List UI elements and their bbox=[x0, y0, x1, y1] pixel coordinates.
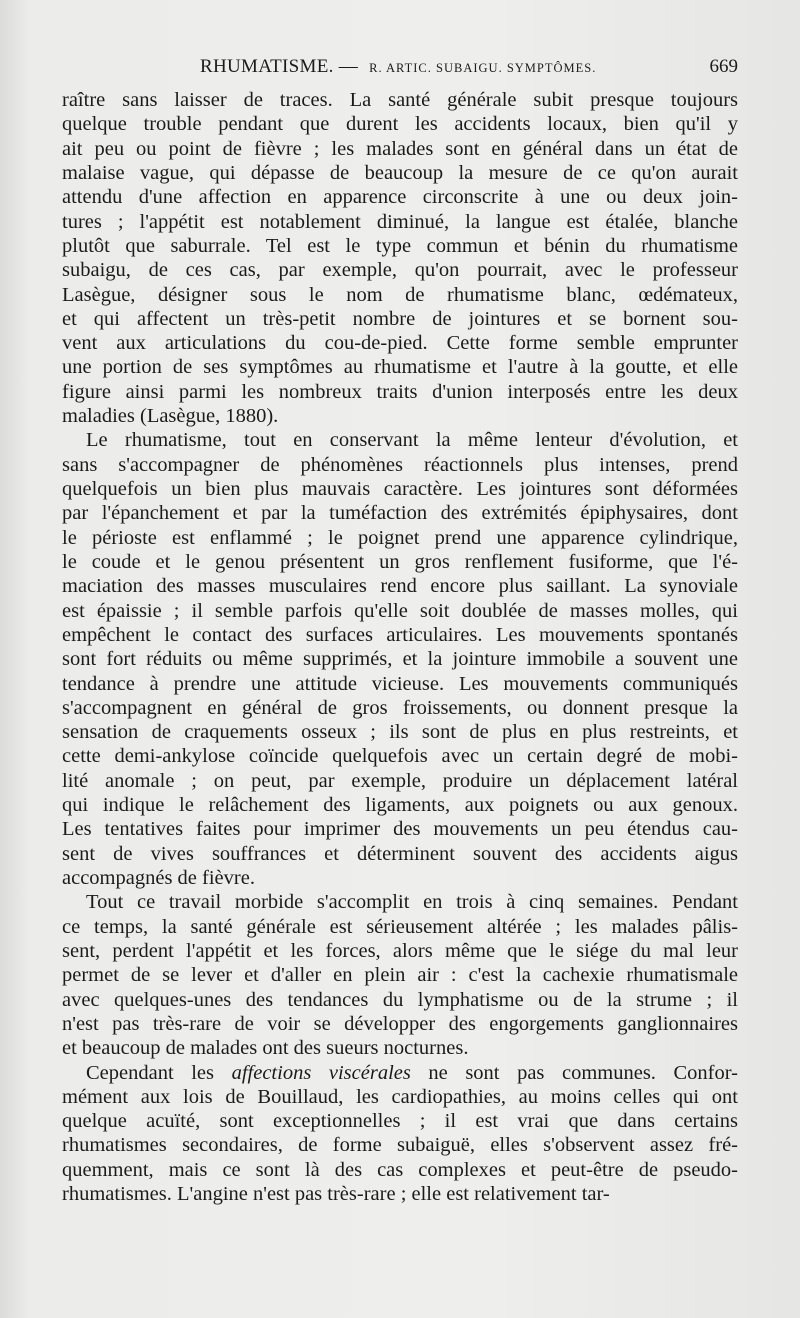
text-line: figure ainsi parmi les nombreux traits d'union interposés entre les deux bbox=[62, 380, 738, 403]
italic-phrase: affections viscérales bbox=[231, 1061, 411, 1084]
text-line: cette demi-ankylose coïncide quelquefois avec un certain degré de mobi- bbox=[62, 745, 738, 768]
text-line: sent de vives souffrances et déterminent souvent des accidents aigus bbox=[62, 842, 738, 865]
text-line: est épaissie ; il semble parfois qu'elle soit doublée de masses molles, qui bbox=[62, 599, 738, 622]
text-line: subaigu, de ces cas, par exemple, qu'on pourrait, avec le professeur bbox=[62, 259, 738, 282]
text-line: empêchent le contact des surfaces articulaires. Les mouvements spontanés bbox=[62, 623, 738, 646]
text-line: permet de se lever et d'aller en plein air : c'est la cachexie rhumatismale bbox=[62, 964, 738, 987]
text-line: Lasègue, désigner sous le nom de rhumatisme blanc, œdémateux, bbox=[62, 283, 738, 306]
text-line: lité anomale ; on peut, par exemple, produire un déplacement latéral bbox=[62, 769, 738, 792]
text-line: sent, perdent l'appétit et les forces, alors même que le siége du mal leur bbox=[62, 939, 738, 962]
text-line: n'est pas très-rare de voir se développer des engorgements ganglionnaires bbox=[62, 1012, 738, 1035]
title-dash: — bbox=[338, 56, 359, 77]
text-line: Les tentatives faites pour imprimer des mouvements un peu étendus cau- bbox=[62, 818, 738, 841]
text-line: accompagnés de fièvre. bbox=[62, 867, 255, 889]
paragraph bbox=[62, 890, 738, 1060]
text-line: sensation de craquements osseux ; ils sont de plus en plus restreints, et bbox=[62, 721, 738, 744]
running-header bbox=[62, 56, 738, 82]
text-line: malaise vague, qui dépasse de beaucoup la mesure de ce qu'on aurait bbox=[62, 161, 738, 184]
text-line: quelquefois un bien plus mauvais caractère. Les jointures sont déformées bbox=[62, 478, 738, 500]
text-line: vent aux articulations du cou-de-pied. Cette forme semble emprunter bbox=[62, 332, 738, 355]
text-line: Cependant les affections viscérales ne sont pas communes. Confor- bbox=[86, 1061, 738, 1084]
text-line: et beaucoup de malades ont des sueurs nocturnes. bbox=[62, 1037, 469, 1060]
text-line: Le rhumatisme, tout en conservant la même lenteur d'évolution, et bbox=[86, 429, 738, 452]
text-line: qui indique le relâchement des ligaments, aux poignets ou aux genoux. bbox=[62, 794, 738, 817]
text-line: le coude et le genou présentent un gros renflement fusiforme, que l'é- bbox=[62, 550, 738, 573]
page-number: 669 bbox=[709, 56, 738, 77]
text-line: ait peu ou point de fièvre ; les malades sont en général dans un état de bbox=[62, 137, 738, 160]
text-line: plutôt que saburrale. Tel est le type commun et bénin du rhumatisme bbox=[62, 234, 738, 257]
text-line: quemment, mais ce sont là des cas complexes et peut-être de pseudo- bbox=[62, 1158, 738, 1181]
text-line: tures ; l'appétit est notablement diminué, la langue est étalée, blanche bbox=[62, 210, 738, 233]
text-line: Tout ce travail morbide s'accomplit en trois à cinq semaines. Pendant bbox=[86, 891, 738, 914]
text-line: ce temps, la santé générale est sérieusement altérée ; les malades pâlis- bbox=[62, 915, 738, 938]
text-line: le périoste est enflammé ; le poignet prend une apparence cylindrique, bbox=[62, 526, 738, 549]
text-line: attendu d'une affection en apparence circonscrite à une ou deux join- bbox=[62, 186, 738, 209]
text-line: maladies (Lasègue, 1880). bbox=[62, 405, 279, 428]
text-line: rhumatismes secondaires, de forme subaiguë, elles s'observent assez fré- bbox=[62, 1134, 738, 1157]
running-title bbox=[200, 56, 596, 78]
text-line: quelque trouble pendant que durent les accidents locaux, bien qu'il y bbox=[62, 113, 738, 136]
text-line: tendance à prendre une attitude vicieuse. Les mouvements communiqués bbox=[62, 672, 738, 695]
body-text bbox=[62, 88, 738, 1206]
text-line: sans s'accompagner de phénomènes réactionnels plus intenses, prend bbox=[62, 453, 738, 476]
title-main: RHUMATISME. bbox=[200, 56, 334, 77]
text-line: raître sans laisser de traces. La santé générale subit presque toujours bbox=[62, 89, 738, 111]
text-line: avec quelques-unes des tendances du lymphatisme ou de la strume ; il bbox=[62, 988, 738, 1011]
text-line: mément aux lois de Bouillaud, les cardiopathies, au moins celles qui ont bbox=[62, 1085, 738, 1108]
text-line: maciation des masses musculaires rend encore plus saillant. La synoviale bbox=[62, 575, 738, 598]
paragraph bbox=[62, 88, 738, 428]
text-line: et qui affectent un très-petit nombre de jointures et se bornent sou- bbox=[62, 307, 738, 330]
title-sub: R. ARTIC. SUBAIGU. SYMPTÔMES. bbox=[369, 61, 597, 75]
text-line: quelque acuïté, sont exceptionnelles ; il est vrai que dans certains bbox=[62, 1110, 738, 1133]
text-line: rhumatismes. L'angine n'est pas très-rare ; elle est relativement tar- bbox=[62, 1183, 610, 1206]
paragraph bbox=[62, 428, 738, 890]
text-line: s'accompagnent en général de gros froissements, ou donnent presque la bbox=[62, 696, 738, 719]
text-line: une portion de ses symptômes au rhumatisme et l'autre à la goutte, et elle bbox=[62, 356, 738, 379]
text-line: par l'épanchement et par la tuméfaction des extrémités épiphysaires, dont bbox=[62, 502, 738, 525]
paragraph bbox=[62, 1061, 738, 1207]
text-line: sont fort réduits ou même supprimés, et la jointure immobile a souvent une bbox=[62, 648, 738, 671]
